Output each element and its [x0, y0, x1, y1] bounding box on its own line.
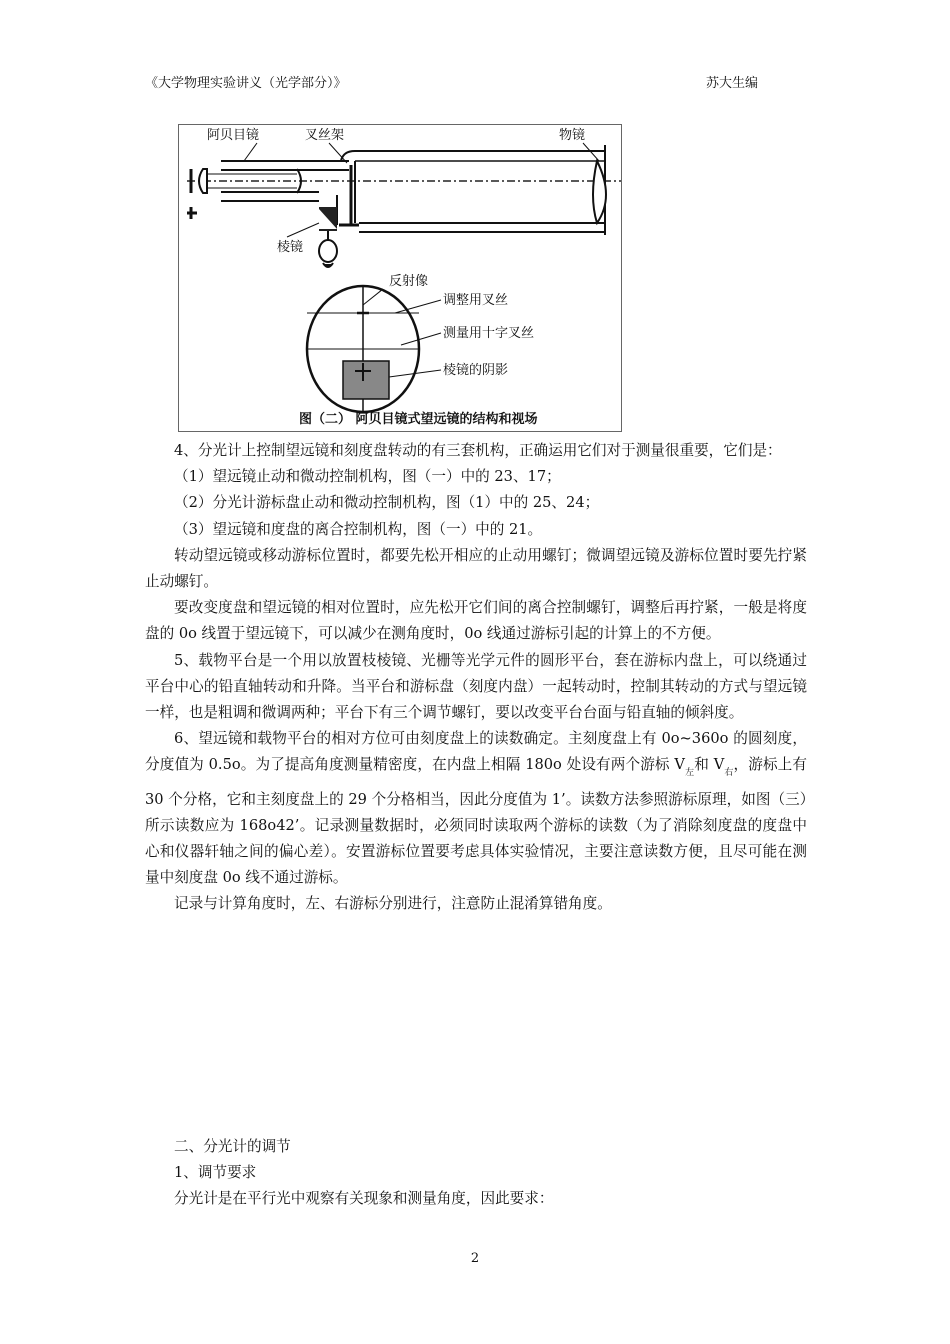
body-text	[145, 438, 807, 918]
header-author: 苏大生编	[706, 76, 759, 91]
label-prism-shadow: 棱镜的阴影	[443, 363, 509, 378]
section-2-text: 分光计是在平行光中观察有关现象和测量角度，因此要求：	[174, 1190, 554, 1208]
label-objective: 物镜	[559, 128, 586, 143]
telescope-figure	[178, 124, 622, 432]
vernier-left-sub: 左	[684, 768, 695, 779]
paragraph-recording: 记录与计算角度时，左、右游标分别进行，注意防止混淆算错角度。	[174, 895, 612, 913]
main-tube	[341, 145, 606, 235]
label-eyepiece: 阿贝目镜	[207, 128, 260, 143]
paragraph-platform: 5、载物平台是一个用以放置枝棱镜、光栅等光学元件的圆形平台，套在游标内盘上，可以绕通过平台中心的铅直轴转动和升降。当平台和游标盘（刻度内盘）一起转动时，控制其转动的方式与望远镜一样，也是粗调和微调两种；平台下有三个调节螺钉，要以改变平台台面与铅直轴的倾斜度。	[145, 651, 807, 722]
paragraph-relative-position: 要改变度盘和望远镜的相对位置时，应先松开它们间的离合控制螺钉，调整后再拧紧，一般是将度盘的 0o 线置于望远镜下，可以减少在测角度时，0o 线通过游标引起的计算上的不方便。	[145, 599, 807, 643]
header-title: 《大学物理实验讲义（光学部分）》	[145, 76, 347, 91]
figure-caption: 图（二） 阿贝目镜式望远镜的结构和视场	[299, 412, 538, 427]
vernier-text-c: ，游标上有 30 个分格，它和主刻度盘上的 29 个分格相当，因此分度值为 1’。读数方法参照游标原理，如图（三）所示读数应为 168o42’。记录测量数据时，必须同时读取两个游标的读数（为了消除刻度盘的度盘中心和仪器轩轴之间的偏心差）。安置游标位置要考虑具体实验情况，主要注意读数方便，且尽可能在测量中刻度盘 0o 线不通过游标。	[145, 756, 807, 887]
vernier-text-b: 和 V	[694, 756, 725, 774]
label-reflected-image: 反射像	[389, 274, 429, 289]
section-2-title: 二、分光计的调节	[174, 1138, 291, 1155]
paragraph-vernier	[145, 726, 807, 891]
label-prism: 棱镜	[277, 240, 304, 255]
paragraph-mechanisms: 4、分光计上控制望远镜和刻度盘转动的有三套机构，正确运用它们对于测量很重要，它们是：	[174, 442, 782, 459]
vernier-right-sub: 右	[724, 768, 734, 779]
paragraph-screws: 转动望远镜或移动游标位置时，都要先松开相应的止动用螺钉；微调望远镜及游标位置时要先拧紧止动螺钉。	[145, 546, 807, 591]
section-2-subtitle: 1、调节要求	[174, 1164, 257, 1182]
page-number: 2	[470, 1251, 480, 1266]
prism	[319, 207, 337, 267]
label-measure-crosshair: 测量用十字叉丝	[443, 326, 535, 341]
list-item-2: （2）分光计游标盘止动和微动控制机构，图（1）中的 25、24；	[174, 494, 600, 512]
label-reticle-holder: 叉丝架	[305, 128, 345, 143]
list-item-1: （1）望远镜止动和微动控制机构，图（一）中的 23、17；	[174, 468, 561, 486]
section-2	[145, 1134, 807, 1213]
label-adjust-reticle: 调整用叉丝	[443, 293, 509, 308]
vernier-text-a: 6、望远镜和载物平台的相对方位可由刻度盘上的读数确定。主刻度盘上有 0o~360o 的圆刻度，分度值为 0.5o。为了提高角度测量精密度，在内盘上相隔 180o 处设有两个游标 V	[145, 730, 807, 774]
list-item-3: （3）望远镜和度盘的离合控制机构，图（一）中的 21。	[174, 520, 543, 538]
